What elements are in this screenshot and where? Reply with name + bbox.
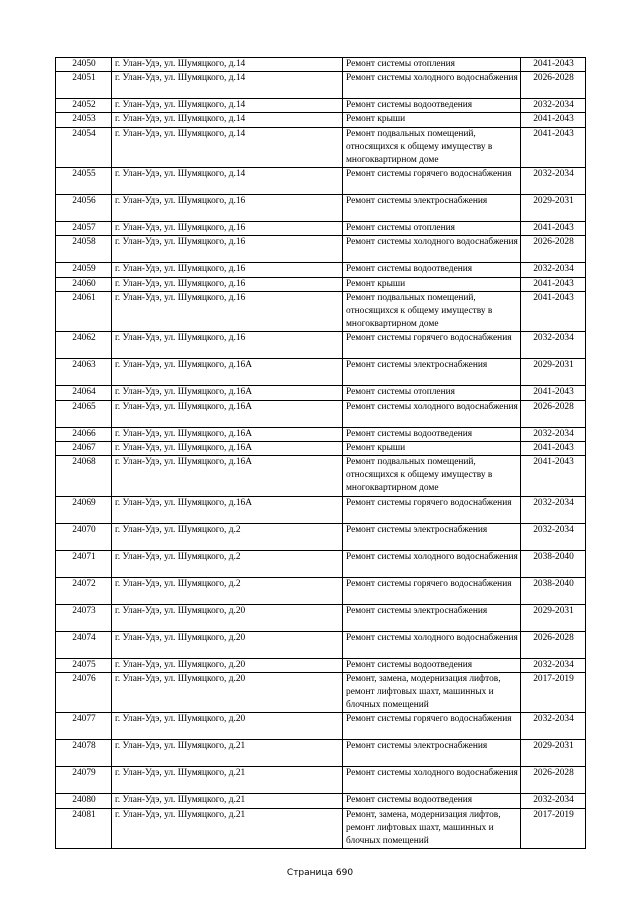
row-work-type: Ремонт системы отопления [343, 58, 521, 72]
row-work-type: Ремонт системы холодного водоснабжения [343, 400, 521, 427]
row-years: 2038-2040 [521, 550, 586, 577]
table-row [56, 577, 586, 604]
row-work-type: Ремонт системы водоотведения [343, 658, 521, 672]
row-work-type: Ремонт системы горячего водоснабжения [343, 168, 521, 195]
row-id: 24079 [56, 767, 112, 794]
row-years: 2032-2034 [521, 332, 586, 359]
row-address: г. Улан-Удэ, ул. Шумяцкого, д.16 [112, 291, 343, 332]
table-row [56, 113, 586, 127]
row-years: 2032-2034 [521, 713, 586, 740]
row-id: 24050 [56, 58, 112, 72]
row-id: 24051 [56, 72, 112, 99]
row-address: г. Улан-Удэ, ул. Шумяцкого, д.14 [112, 127, 343, 168]
row-id: 24069 [56, 496, 112, 523]
row-years: 2029-2031 [521, 195, 586, 222]
row-work-type: Ремонт системы электроснабжения [343, 359, 521, 386]
row-address: г. Улан-Удэ, ул. Шумяцкого, д.16 [112, 236, 343, 263]
row-id: 24052 [56, 99, 112, 113]
table-body [56, 58, 586, 849]
row-years: 2032-2034 [521, 99, 586, 113]
row-work-type: Ремонт системы водоотведения [343, 99, 521, 113]
row-address: г. Улан-Удэ, ул. Шумяцкого, д.14 [112, 72, 343, 99]
table-row [56, 277, 586, 291]
row-years: 2017-2019 [521, 672, 586, 713]
row-id: 24065 [56, 400, 112, 427]
row-years: 2029-2031 [521, 359, 586, 386]
row-years: 2032-2034 [521, 427, 586, 441]
table-row [56, 359, 586, 386]
row-address: г. Улан-Удэ, ул. Шумяцкого, д.16 [112, 263, 343, 277]
row-id: 24074 [56, 631, 112, 658]
table-row [56, 550, 586, 577]
row-work-type: Ремонт, замена, модернизация лифтов, ремонт лифтовых шахт, машинных и блочных помещений [343, 672, 521, 713]
row-id: 24057 [56, 222, 112, 236]
row-work-type: Ремонт подвальных помещений, относящихся к общему имуществу в многоквартирном доме [343, 456, 521, 497]
repair-schedule-table [55, 57, 586, 849]
row-address: г. Улан-Удэ, ул. Шумяцкого, д.20 [112, 672, 343, 713]
row-address: г. Улан-Удэ, ул. Шумяцкого, д.16 [112, 277, 343, 291]
row-work-type: Ремонт крыши [343, 113, 521, 127]
row-years: 2032-2034 [521, 168, 586, 195]
row-work-type: Ремонт системы водоотведения [343, 263, 521, 277]
row-work-type: Ремонт системы холодного водоснабжения [343, 767, 521, 794]
row-address: г. Улан-Удэ, ул. Шумяцкого, д.14 [112, 113, 343, 127]
row-address: г. Улан-Удэ, ул. Шумяцкого, д.21 [112, 808, 343, 849]
page-number: Страница 690 [286, 868, 354, 878]
table-row [56, 99, 586, 113]
row-years: 2029-2031 [521, 604, 586, 631]
row-address: г. Улан-Удэ, ул. Шумяцкого, д.20 [112, 604, 343, 631]
table-row [56, 672, 586, 713]
row-id: 24064 [56, 386, 112, 400]
row-years: 2038-2040 [521, 577, 586, 604]
row-work-type: Ремонт системы холодного водоснабжения [343, 631, 521, 658]
table-row [56, 740, 586, 767]
row-id: 24056 [56, 195, 112, 222]
row-address: г. Улан-Удэ, ул. Шумяцкого, д.16А [112, 441, 343, 455]
row-id: 24053 [56, 113, 112, 127]
row-address: г. Улан-Удэ, ул. Шумяцкого, д.21 [112, 740, 343, 767]
row-years: 2041-2043 [521, 58, 586, 72]
table-row [56, 222, 586, 236]
row-years: 2041-2043 [521, 222, 586, 236]
row-address: г. Улан-Удэ, ул. Шумяцкого, д.16А [112, 496, 343, 523]
row-years: 2041-2043 [521, 113, 586, 127]
row-id: 24076 [56, 672, 112, 713]
row-address: г. Улан-Удэ, ул. Шумяцкого, д.16А [112, 400, 343, 427]
row-work-type: Ремонт системы водоотведения [343, 794, 521, 808]
row-work-type: Ремонт системы горячего водоснабжения [343, 713, 521, 740]
row-work-type: Ремонт крыши [343, 277, 521, 291]
row-work-type: Ремонт системы горячего водоснабжения [343, 332, 521, 359]
row-address: г. Улан-Удэ, ул. Шумяцкого, д.16А [112, 359, 343, 386]
table-row [56, 400, 586, 427]
table-row [56, 441, 586, 455]
row-id: 24060 [56, 277, 112, 291]
table-row [56, 604, 586, 631]
table-row [56, 58, 586, 72]
table-row [56, 168, 586, 195]
table-row [56, 713, 586, 740]
row-work-type: Ремонт, замена, модернизация лифтов, ремонт лифтовых шахт, машинных и блочных помещений [343, 808, 521, 849]
row-years: 2026-2028 [521, 631, 586, 658]
row-id: 24062 [56, 332, 112, 359]
row-work-type: Ремонт системы отопления [343, 222, 521, 236]
table-row [56, 386, 586, 400]
row-years: 2017-2019 [521, 808, 586, 849]
row-years: 2041-2043 [521, 386, 586, 400]
row-address: г. Улан-Удэ, ул. Шумяцкого, д.16А [112, 456, 343, 497]
row-id: 24059 [56, 263, 112, 277]
table-row [56, 808, 586, 849]
row-work-type: Ремонт системы горячего водоснабжения [343, 496, 521, 523]
row-id: 24073 [56, 604, 112, 631]
row-years: 2026-2028 [521, 767, 586, 794]
table-row [56, 456, 586, 497]
table-row [56, 767, 586, 794]
row-work-type: Ремонт системы отопления [343, 386, 521, 400]
row-id: 24054 [56, 127, 112, 168]
row-id: 24055 [56, 168, 112, 195]
row-work-type: Ремонт системы водоотведения [343, 427, 521, 441]
row-address: г. Улан-Удэ, ул. Шумяцкого, д.16 [112, 195, 343, 222]
table-row [56, 631, 586, 658]
row-address: г. Улан-Удэ, ул. Шумяцкого, д.21 [112, 767, 343, 794]
table-row [56, 658, 586, 672]
row-years: 2032-2034 [521, 523, 586, 550]
row-work-type: Ремонт системы холодного водоснабжения [343, 236, 521, 263]
row-address: г. Улан-Удэ, ул. Шумяцкого, д.2 [112, 550, 343, 577]
row-years: 2032-2034 [521, 794, 586, 808]
row-address: г. Улан-Удэ, ул. Шумяцкого, д.2 [112, 523, 343, 550]
row-address: г. Улан-Удэ, ул. Шумяцкого, д.16А [112, 427, 343, 441]
row-years: 2041-2043 [521, 456, 586, 497]
row-years: 2041-2043 [521, 441, 586, 455]
row-work-type: Ремонт крыши [343, 441, 521, 455]
row-years: 2032-2034 [521, 496, 586, 523]
row-work-type: Ремонт подвальных помещений, относящихся к общему имуществу в многоквартирном доме [343, 291, 521, 332]
row-years: 2041-2043 [521, 291, 586, 332]
row-work-type: Ремонт системы электроснабжения [343, 604, 521, 631]
table-row [56, 195, 586, 222]
table-row [56, 523, 586, 550]
row-address: г. Улан-Удэ, ул. Шумяцкого, д.20 [112, 658, 343, 672]
row-address: г. Улан-Удэ, ул. Шумяцкого, д.16 [112, 332, 343, 359]
row-address: г. Улан-Удэ, ул. Шумяцкого, д.2 [112, 577, 343, 604]
row-years: 2029-2031 [521, 740, 586, 767]
row-work-type: Ремонт системы электроснабжения [343, 523, 521, 550]
table-row [56, 72, 586, 99]
row-address: г. Улан-Удэ, ул. Шумяцкого, д.14 [112, 58, 343, 72]
row-id: 24077 [56, 713, 112, 740]
row-years: 2026-2028 [521, 400, 586, 427]
row-work-type: Ремонт подвальных помещений, относящихся к общему имуществу в многоквартирном доме [343, 127, 521, 168]
row-id: 24075 [56, 658, 112, 672]
row-id: 24078 [56, 740, 112, 767]
row-id: 24066 [56, 427, 112, 441]
row-years: 2032-2034 [521, 658, 586, 672]
row-address: г. Улан-Удэ, ул. Шумяцкого, д.16А [112, 386, 343, 400]
row-id: 24067 [56, 441, 112, 455]
table-row [56, 496, 586, 523]
row-address: г. Улан-Удэ, ул. Шумяцкого, д.20 [112, 631, 343, 658]
table-row [56, 427, 586, 441]
row-address: г. Улан-Удэ, ул. Шумяцкого, д.21 [112, 794, 343, 808]
row-id: 24070 [56, 523, 112, 550]
row-address: г. Улан-Удэ, ул. Шумяцкого, д.16 [112, 222, 343, 236]
row-years: 2041-2043 [521, 277, 586, 291]
row-address: г. Улан-Удэ, ул. Шумяцкого, д.20 [112, 713, 343, 740]
table-row [56, 332, 586, 359]
row-years: 2041-2043 [521, 127, 586, 168]
row-years: 2026-2028 [521, 72, 586, 99]
row-id: 24071 [56, 550, 112, 577]
row-work-type: Ремонт системы электроснабжения [343, 740, 521, 767]
row-id: 24058 [56, 236, 112, 263]
row-work-type: Ремонт системы электроснабжения [343, 195, 521, 222]
row-id: 24061 [56, 291, 112, 332]
row-id: 24063 [56, 359, 112, 386]
row-work-type: Ремонт системы холодного водоснабжения [343, 72, 521, 99]
row-address: г. Улан-Удэ, ул. Шумяцкого, д.14 [112, 168, 343, 195]
table-row [56, 236, 586, 263]
row-years: 2032-2034 [521, 263, 586, 277]
table-row [56, 291, 586, 332]
table-row [56, 127, 586, 168]
table-row [56, 263, 586, 277]
row-work-type: Ремонт системы холодного водоснабжения [343, 550, 521, 577]
row-id: 24068 [56, 456, 112, 497]
row-id: 24081 [56, 808, 112, 849]
row-id: 24080 [56, 794, 112, 808]
row-years: 2026-2028 [521, 236, 586, 263]
row-address: г. Улан-Удэ, ул. Шумяцкого, д.14 [112, 99, 343, 113]
table-row [56, 794, 586, 808]
row-id: 24072 [56, 577, 112, 604]
row-work-type: Ремонт системы горячего водоснабжения [343, 577, 521, 604]
